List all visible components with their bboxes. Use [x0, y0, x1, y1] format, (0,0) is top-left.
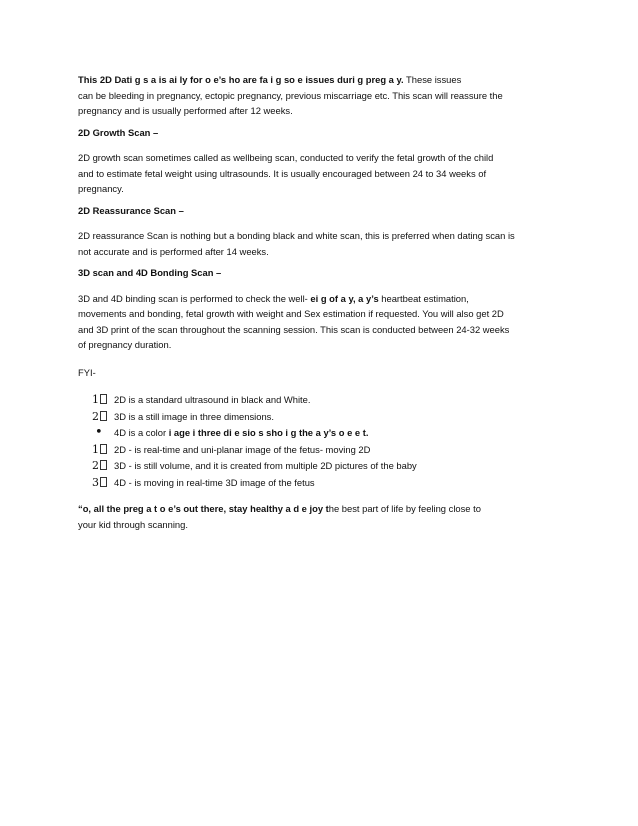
bonding-line-1-end: heartbeat estimation,	[378, 292, 469, 304]
growth-paragraph	[78, 150, 560, 197]
growth-heading: 2D Growth Scan –	[78, 126, 159, 138]
bonding-heading: 3D scan and 4D Bonding Scan –	[78, 267, 222, 278]
closing-paragraph	[78, 501, 560, 532]
reassurance-line-2: not accurate and is performed after 14 weeks.	[78, 245, 269, 257]
list-item-text: 2D - is real-time and uni-planar image of the fetus- moving 2D	[114, 443, 371, 455]
intro-line-3: pregnancy and is usually performed after 12 weeks.	[78, 105, 293, 116]
list-marker: 1	[92, 442, 112, 459]
bullet-marker: •	[95, 425, 103, 440]
list-item-text-bold: i age i three di e sio s sho i g the a y’s o e e t.	[166, 427, 369, 438]
closing-line-2: your kid through scanning.	[78, 518, 188, 530]
intro-line-2: can be bleeding in pregnancy, ectopic pregnancy, previous miscarriage etc. This scan will reassure the	[78, 89, 503, 101]
bonding-line-4: of pregnancy duration.	[78, 339, 172, 350]
growth-line-1: 2D growth scan sometimes called as wellbeing scan, conducted to verify the fetal growth of the child	[78, 152, 494, 163]
list-item-text-start: 4D is a color	[114, 427, 167, 438]
list-item	[78, 425, 560, 442]
bonding-line-2: movements and bonding, fetal growth with weight and Sex estimation if requested. You will also get 2D	[78, 308, 504, 319]
list-item	[78, 458, 560, 475]
closing-bold-lead: “o, all the preg a t o e’s out there, stay healthy a d e joy t	[78, 503, 329, 514]
list-marker: 3	[92, 475, 112, 492]
list-item-text: 4D - is moving in real-time 3D image of the fetus	[114, 476, 315, 488]
reassurance-line-1: 2D reassurance Scan is nothing but a bonding black and white scan, this is preferred when dating scan is	[78, 230, 515, 241]
fyi-label: FYI-	[78, 366, 96, 378]
list-marker: 1	[92, 392, 112, 409]
list-item	[78, 392, 560, 409]
list-item	[78, 475, 560, 492]
intro-lead-rest: These issues	[403, 74, 462, 85]
list-item-text: 3D - is still volume, and it is created from multiple 2D pictures of the baby	[114, 460, 417, 471]
bonding-line-1-start: 3D and 4D binding scan is performed to check the well-	[78, 292, 308, 304]
list-item	[78, 409, 560, 426]
growth-line-2: and to estimate fetal weight using ultrasounds. It is usually encouraged between 24 to 34 weeks of	[78, 167, 487, 179]
list-item	[78, 442, 560, 459]
intro-paragraph	[78, 72, 560, 119]
intro-bold-lead: This 2D Dati g s a is ai ly for o e’s ho are fa i g so e issues duri g preg a y.	[78, 74, 404, 85]
reassurance-paragraph	[78, 228, 560, 259]
bonding-paragraph	[78, 291, 560, 353]
growth-line-3: pregnancy.	[78, 183, 124, 194]
bonding-line-1-bold: ei g of a y, a y’s	[307, 292, 379, 304]
fyi-list	[78, 392, 560, 491]
reassurance-heading: 2D Reassurance Scan –	[78, 204, 184, 216]
list-item-text: 2D is a standard ultrasound in black and White.	[114, 394, 311, 405]
list-item-text: 3D is a still image in three dimensions.	[114, 410, 274, 422]
document-page	[78, 72, 560, 532]
list-marker: 2	[92, 458, 112, 475]
list-marker: 2	[92, 409, 112, 426]
closing-rest: he best part of life by feeling close to	[328, 503, 481, 514]
bonding-line-3: and 3D print of the scan throughout the scanning session. This scan is conducted between 24-32 weeks	[78, 323, 510, 335]
